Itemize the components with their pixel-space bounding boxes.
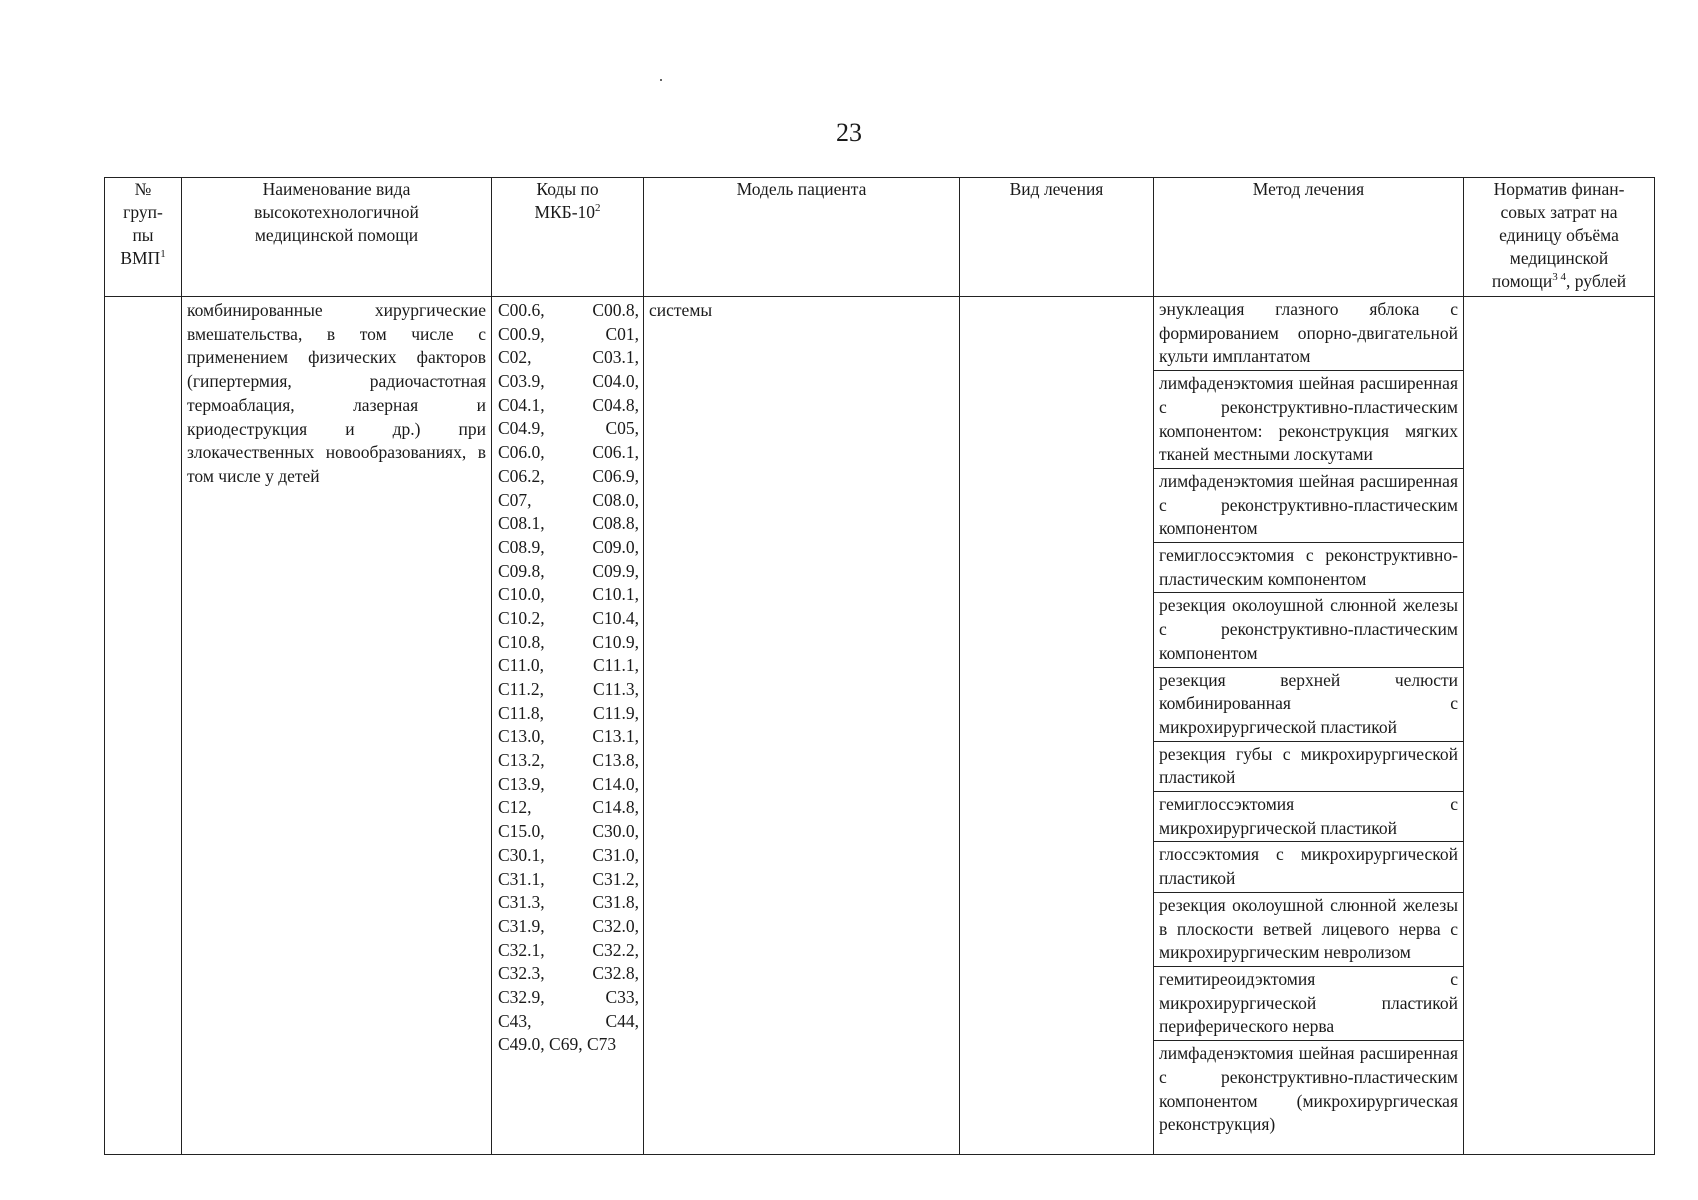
- table-header-row: [105, 178, 1655, 297]
- code-row-last: C49.0, C69, C73: [498, 1034, 617, 1055]
- code-left: C09.8,: [498, 560, 545, 581]
- method-item: гемитиреоидэктомия с микрохирургической пластикой периферического нерва: [1154, 967, 1463, 1041]
- code-left: C13.2,: [498, 750, 545, 771]
- code-right: C00.8,: [592, 300, 639, 320]
- code-row: [498, 725, 639, 749]
- code-right: C32.8,: [592, 963, 639, 984]
- vmp-table: [104, 177, 1655, 1155]
- code-left: C06.2,: [498, 465, 545, 486]
- code-right: C33,: [605, 986, 639, 1007]
- code-row: [498, 891, 639, 915]
- method-item: резекция околоушной слюнной железы в плоскости ветвей лицевого нерва с микрохирургическим невролизом: [1154, 893, 1463, 967]
- code-row: [498, 512, 639, 536]
- code-left: C32.1,: [498, 939, 545, 960]
- method-item: лимфаденэктомия шейная расширенная с реконструктивно-пластическим компонентом: реконструкция мягких тканей местными лоскутами: [1154, 371, 1463, 469]
- method-item: резекция верхней челюсти комбинированная с микрохирургической пластикой: [1154, 668, 1463, 742]
- code-left: C15.0,: [498, 821, 545, 842]
- code-left: C32.3,: [498, 963, 545, 984]
- code-right: C32.2,: [592, 939, 639, 960]
- code-row: [498, 631, 639, 655]
- code-right: C08.0,: [592, 489, 639, 510]
- code-row: [498, 560, 639, 584]
- code-left: C12,: [498, 797, 532, 818]
- code-right: C30.0,: [592, 821, 639, 842]
- code-row: [498, 417, 639, 441]
- code-row: [498, 441, 639, 465]
- method-item: лимфаденэктомия шейная расширенная с реконструктивно-пластическим компонентом (микрохирургическая реконструкция): [1159, 1043, 1458, 1135]
- code-row: [498, 868, 639, 892]
- code-right: C04.0,: [592, 371, 639, 392]
- page-number: 23: [836, 118, 862, 147]
- code-row: [498, 346, 639, 370]
- code-right: C31.0,: [592, 844, 639, 865]
- code-right: C08.8,: [592, 513, 639, 534]
- method-item: гемиглоссэктомия с реконструктивно-пластическим компонентом: [1154, 543, 1463, 593]
- header-name: Наименование вида высокотехнологичной медицинской помощи: [182, 178, 492, 297]
- code-row: [498, 654, 639, 678]
- code-left: C04.1,: [498, 394, 545, 415]
- code-left: C11.0,: [498, 655, 545, 676]
- code-left: C31.1,: [498, 868, 545, 889]
- code-right: C11.3,: [592, 679, 639, 699]
- code-right: C06.1,: [592, 442, 639, 463]
- cell-codes: [492, 297, 644, 1155]
- code-left: C31.3,: [498, 892, 545, 913]
- code-left: C06.0,: [498, 442, 545, 463]
- code-right: C10.9,: [592, 631, 639, 652]
- code-row: [498, 915, 639, 939]
- code-left: C10.2,: [498, 607, 545, 628]
- method-item: резекция губы с микрохирургической пластикой: [1154, 742, 1463, 792]
- code-row: [498, 939, 639, 963]
- header-norm: Норматив финан- совых затрат на единицу объёма медицинской помощи$^{3 4}$, рублей: [1464, 178, 1655, 297]
- code-left: C31.9,: [498, 915, 545, 936]
- method-item: лимфаденэктомия шейная расширенная с реконструктивно-пластическим компонентом: [1154, 469, 1463, 543]
- code-row: [498, 773, 639, 797]
- code-left: C03.9,: [498, 371, 545, 392]
- code-left: C07,: [498, 489, 532, 510]
- code-row: [498, 702, 639, 726]
- header-treatment-type: Вид лечения: [960, 178, 1154, 297]
- cell-methods: [1154, 297, 1464, 1155]
- cell-group: [105, 297, 182, 1155]
- code-right: C13.1,: [592, 726, 639, 747]
- header-model: Модель пациента: [644, 178, 960, 297]
- code-row: [498, 962, 639, 986]
- code-right: C10.4,: [592, 607, 639, 628]
- method-item: глоссэктомия с микрохирургической пластикой: [1154, 842, 1463, 892]
- code-row: [498, 749, 639, 773]
- code-left: C11.2,: [498, 679, 545, 699]
- code-left: C02,: [498, 347, 532, 368]
- code-left: C04.9,: [498, 418, 545, 439]
- code-row: [498, 583, 639, 607]
- code-left: C43,: [498, 1010, 532, 1031]
- code-left: C30.1,: [498, 844, 545, 865]
- code-right: C05,: [605, 418, 639, 439]
- code-left: C11.8,: [498, 702, 545, 723]
- table-row: [105, 297, 1655, 1155]
- code-right: C04.8,: [592, 394, 639, 415]
- code-right: C13.8,: [592, 750, 639, 771]
- code-left: C32.9,: [498, 986, 545, 1007]
- code-right: C06.9,: [592, 465, 639, 486]
- code-right: C09.9,: [592, 560, 639, 581]
- code-row: [498, 678, 639, 702]
- code-right: C11.9,: [592, 702, 639, 723]
- code-right: C31.2,: [592, 868, 639, 889]
- header-codes: Коды по МКБ-$10^2$: [492, 178, 644, 297]
- code-row: [498, 820, 639, 844]
- code-row: [498, 465, 639, 489]
- code-right: C44,: [605, 1010, 639, 1031]
- code-right: C01,: [605, 323, 639, 344]
- methods-list: [1154, 297, 1463, 1138]
- header-method: Метод лечения: [1154, 178, 1464, 297]
- code-row: [498, 299, 639, 323]
- code-row: [498, 489, 639, 513]
- scan-speck: [660, 79, 662, 81]
- code-left: C10.8,: [498, 631, 545, 652]
- method-item: энуклеация глазного яблока с формированием опорно-двигательной культи имплантатом: [1154, 297, 1463, 371]
- code-left: C13.9,: [498, 773, 545, 794]
- code-right: C09.0,: [592, 536, 639, 557]
- code-left: C13.0,: [498, 726, 545, 747]
- code-left: C08.1,: [498, 513, 545, 534]
- code-row: [498, 536, 639, 560]
- code-left: C00.6,: [498, 300, 545, 320]
- cell-name: комбинированные хирургические вмешательства, в том числе с применением физических факторов (гипертермия, радиочастотная термоаблация, лазерная и криодеструкция и др.) при злокачественных новообразованиях, в том числе у детей: [182, 297, 492, 1155]
- code-row: [498, 986, 639, 1010]
- code-right: C31.8,: [592, 892, 639, 913]
- code-right: C14.8,: [592, 797, 639, 818]
- code-right: C03.1,: [592, 347, 639, 368]
- code-right: C32.0,: [592, 915, 639, 936]
- code-row: [498, 796, 639, 820]
- code-left: C10.0,: [498, 584, 545, 605]
- code-left: C08.9,: [498, 536, 545, 557]
- cell-model: системы: [644, 297, 960, 1155]
- cell-treatment-type: [960, 297, 1154, 1155]
- code-row: [498, 394, 639, 418]
- code-right: C14.0,: [592, 773, 639, 794]
- cell-norm: [1464, 297, 1655, 1155]
- code-row: [498, 607, 639, 631]
- code-row: [498, 370, 639, 394]
- code-right: C11.1,: [592, 655, 639, 676]
- code-row: [498, 323, 639, 347]
- method-item: гемиглоссэктомия с микрохирургической пластикой: [1154, 792, 1463, 842]
- method-item: резекция околоушной слюнной железы с реконструктивно-пластическим компонентом: [1154, 593, 1463, 667]
- code-row: [498, 1010, 639, 1034]
- code-right: C10.1,: [592, 584, 639, 605]
- header-group: № груп- пы ВМП$^1$: [105, 178, 182, 297]
- codes-list: [492, 297, 643, 1057]
- code-row: [498, 844, 639, 868]
- code-left: C00.9,: [498, 323, 545, 344]
